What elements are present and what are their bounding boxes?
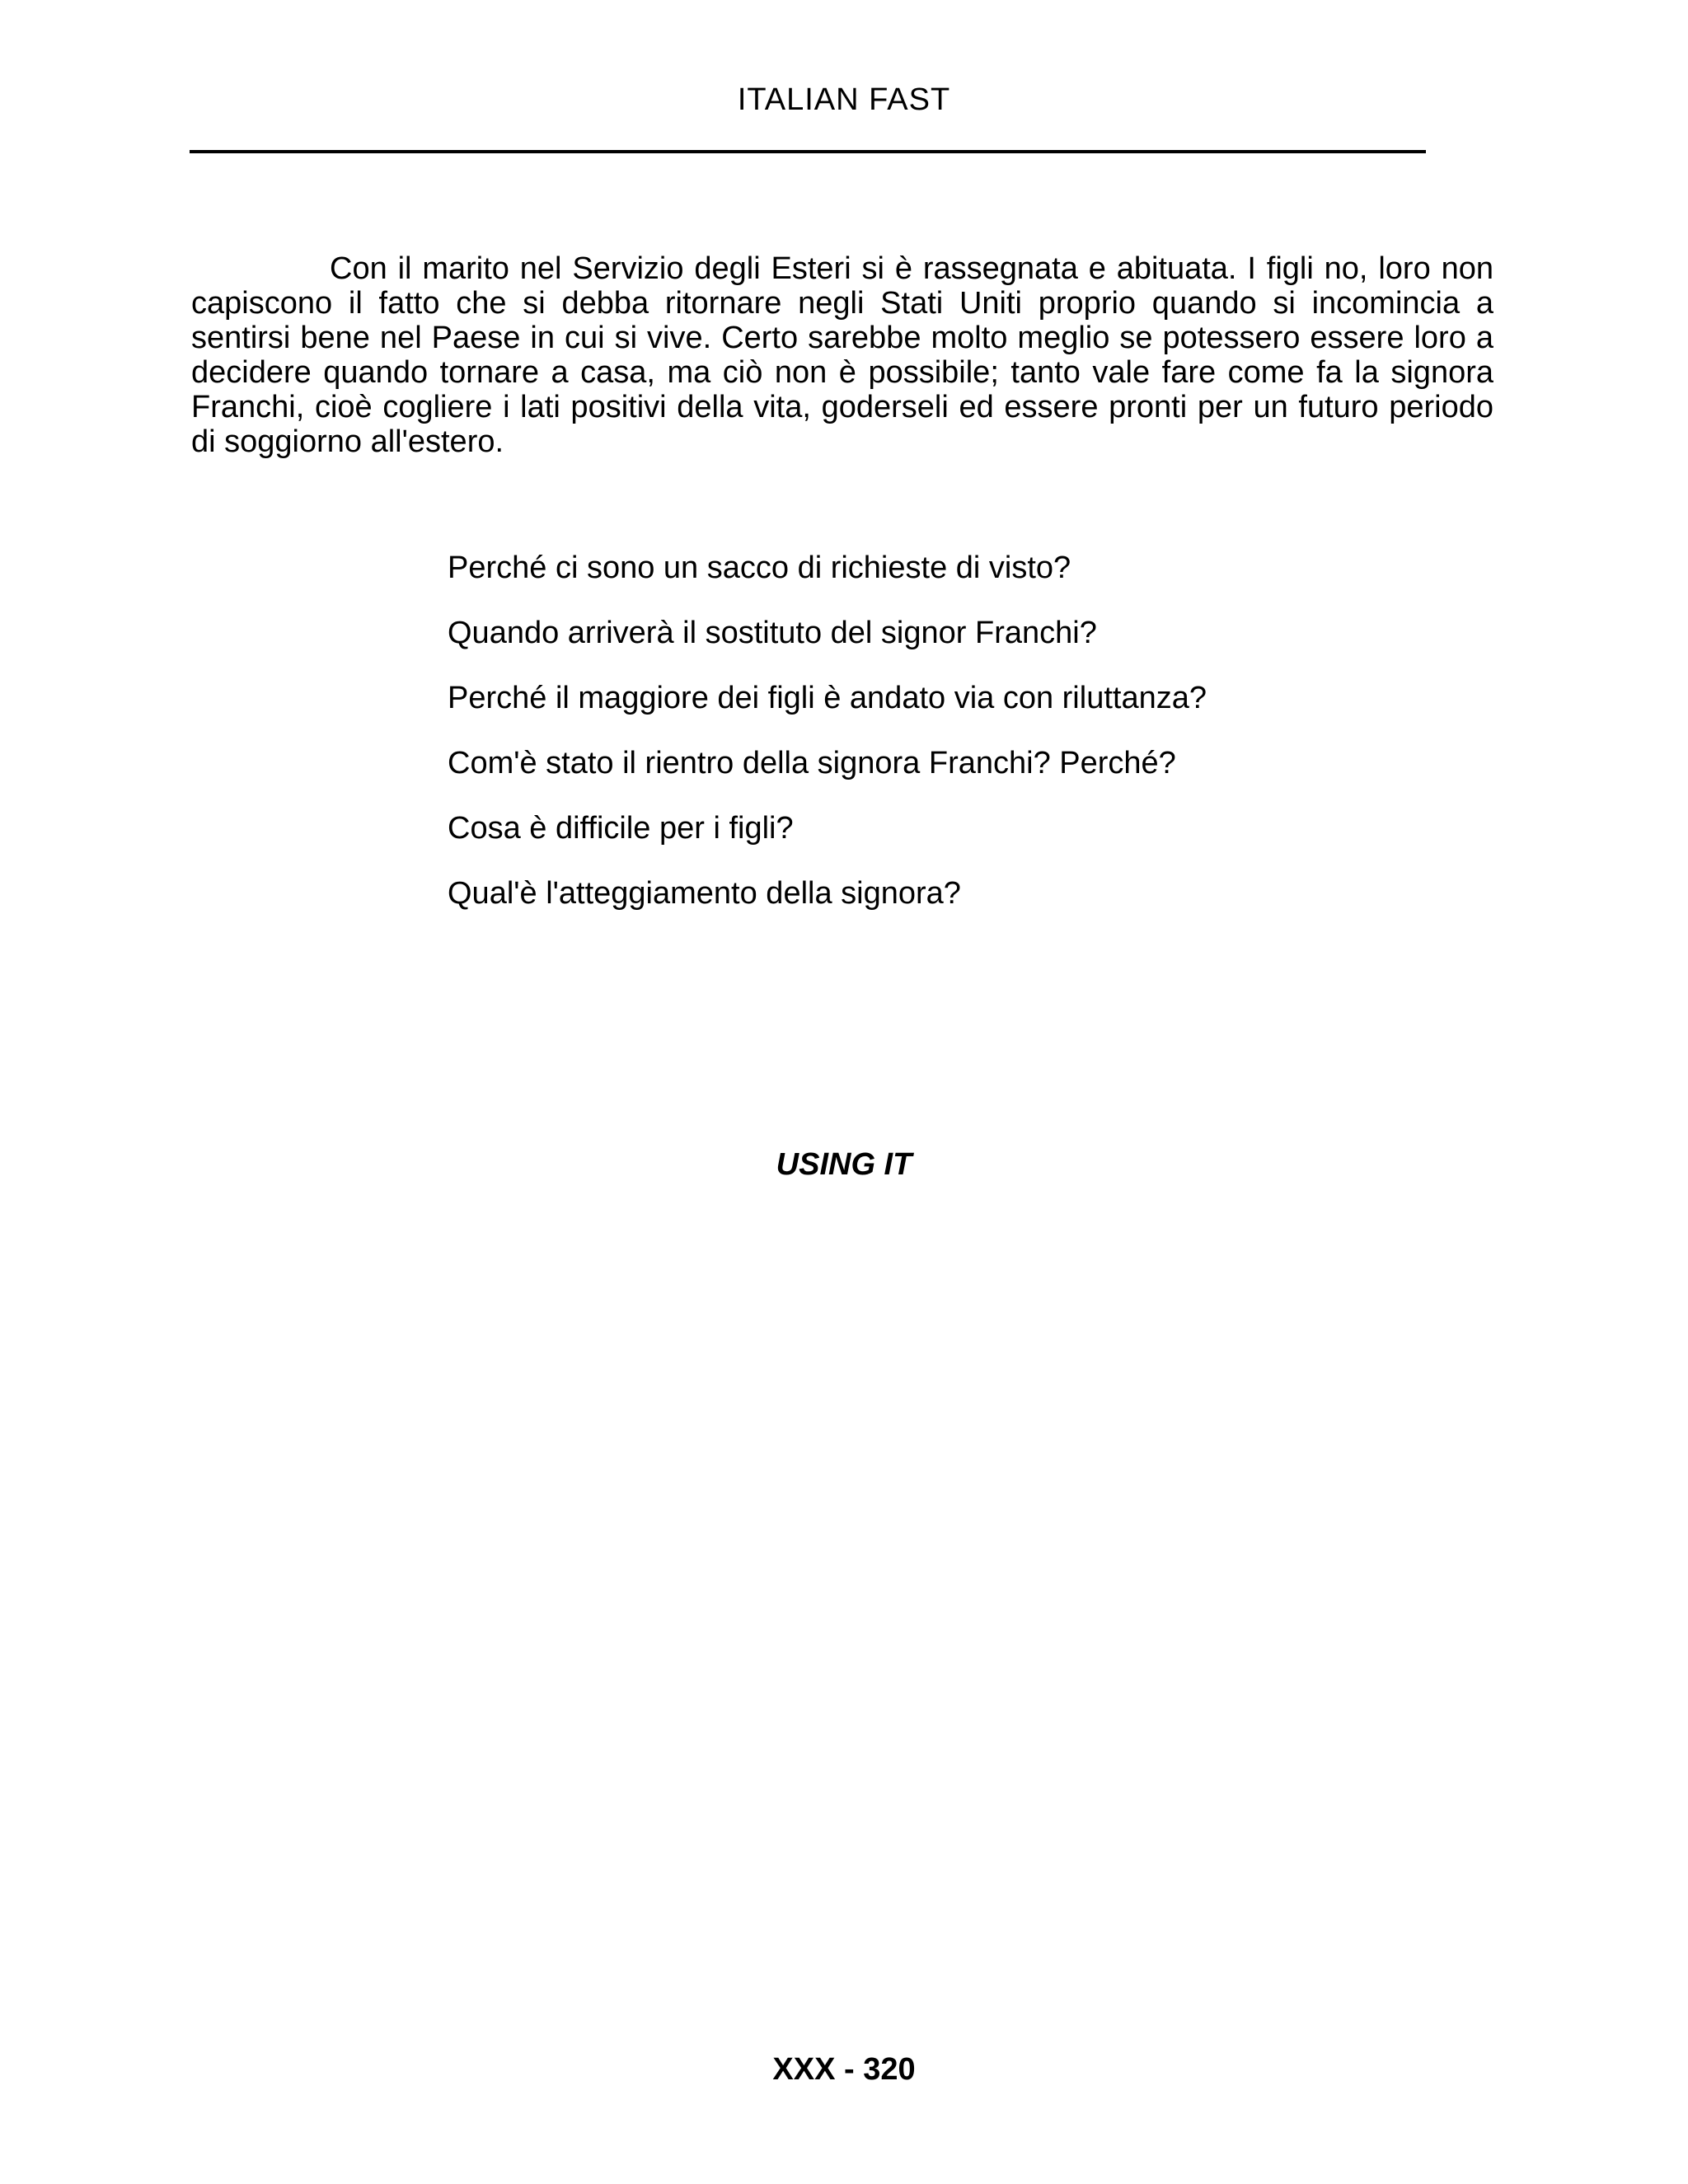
question-item: Cosa è difficile per i figli? (448, 811, 794, 846)
question-item: Qual'è l'atteggiamento della signora? (448, 876, 961, 911)
section-heading: USING IT (776, 1147, 912, 1182)
body-paragraph: Con il marito nel Servizio degli Esteri si è rassegnata e abituata. I figli no, loro non capiscono il fatto che si debba ritornare negli Stati Uniti proprio quando si incomincia a sentirsi bene nel Paese in cui si vive. Certo sarebbe molto meglio se potessero essere loro a decidere quando tornare a casa, ma ciò non è possibile; tanto vale fare come fa la signora Franchi, cioè cogliere i lati positivi della vita, goderseli ed essere pronti per un futuro periodo di soggiorno all'estero. (191, 251, 1493, 459)
question-item: Perché ci sono un sacco di richieste di visto? (448, 551, 1071, 585)
page-number: XXX - 320 (772, 2052, 916, 2087)
question-item: Perché il maggiore dei figli è andato via con riluttanza? (448, 681, 1207, 715)
header-divider (190, 150, 1426, 153)
question-list (448, 551, 1519, 941)
page-header-title: ITALIAN FAST (737, 82, 951, 117)
question-item: Quando arriverà il sostituto del signor Franchi? (448, 616, 1097, 650)
question-item: Com'è stato il rientro della signora Franchi? Perché? (448, 746, 1176, 780)
